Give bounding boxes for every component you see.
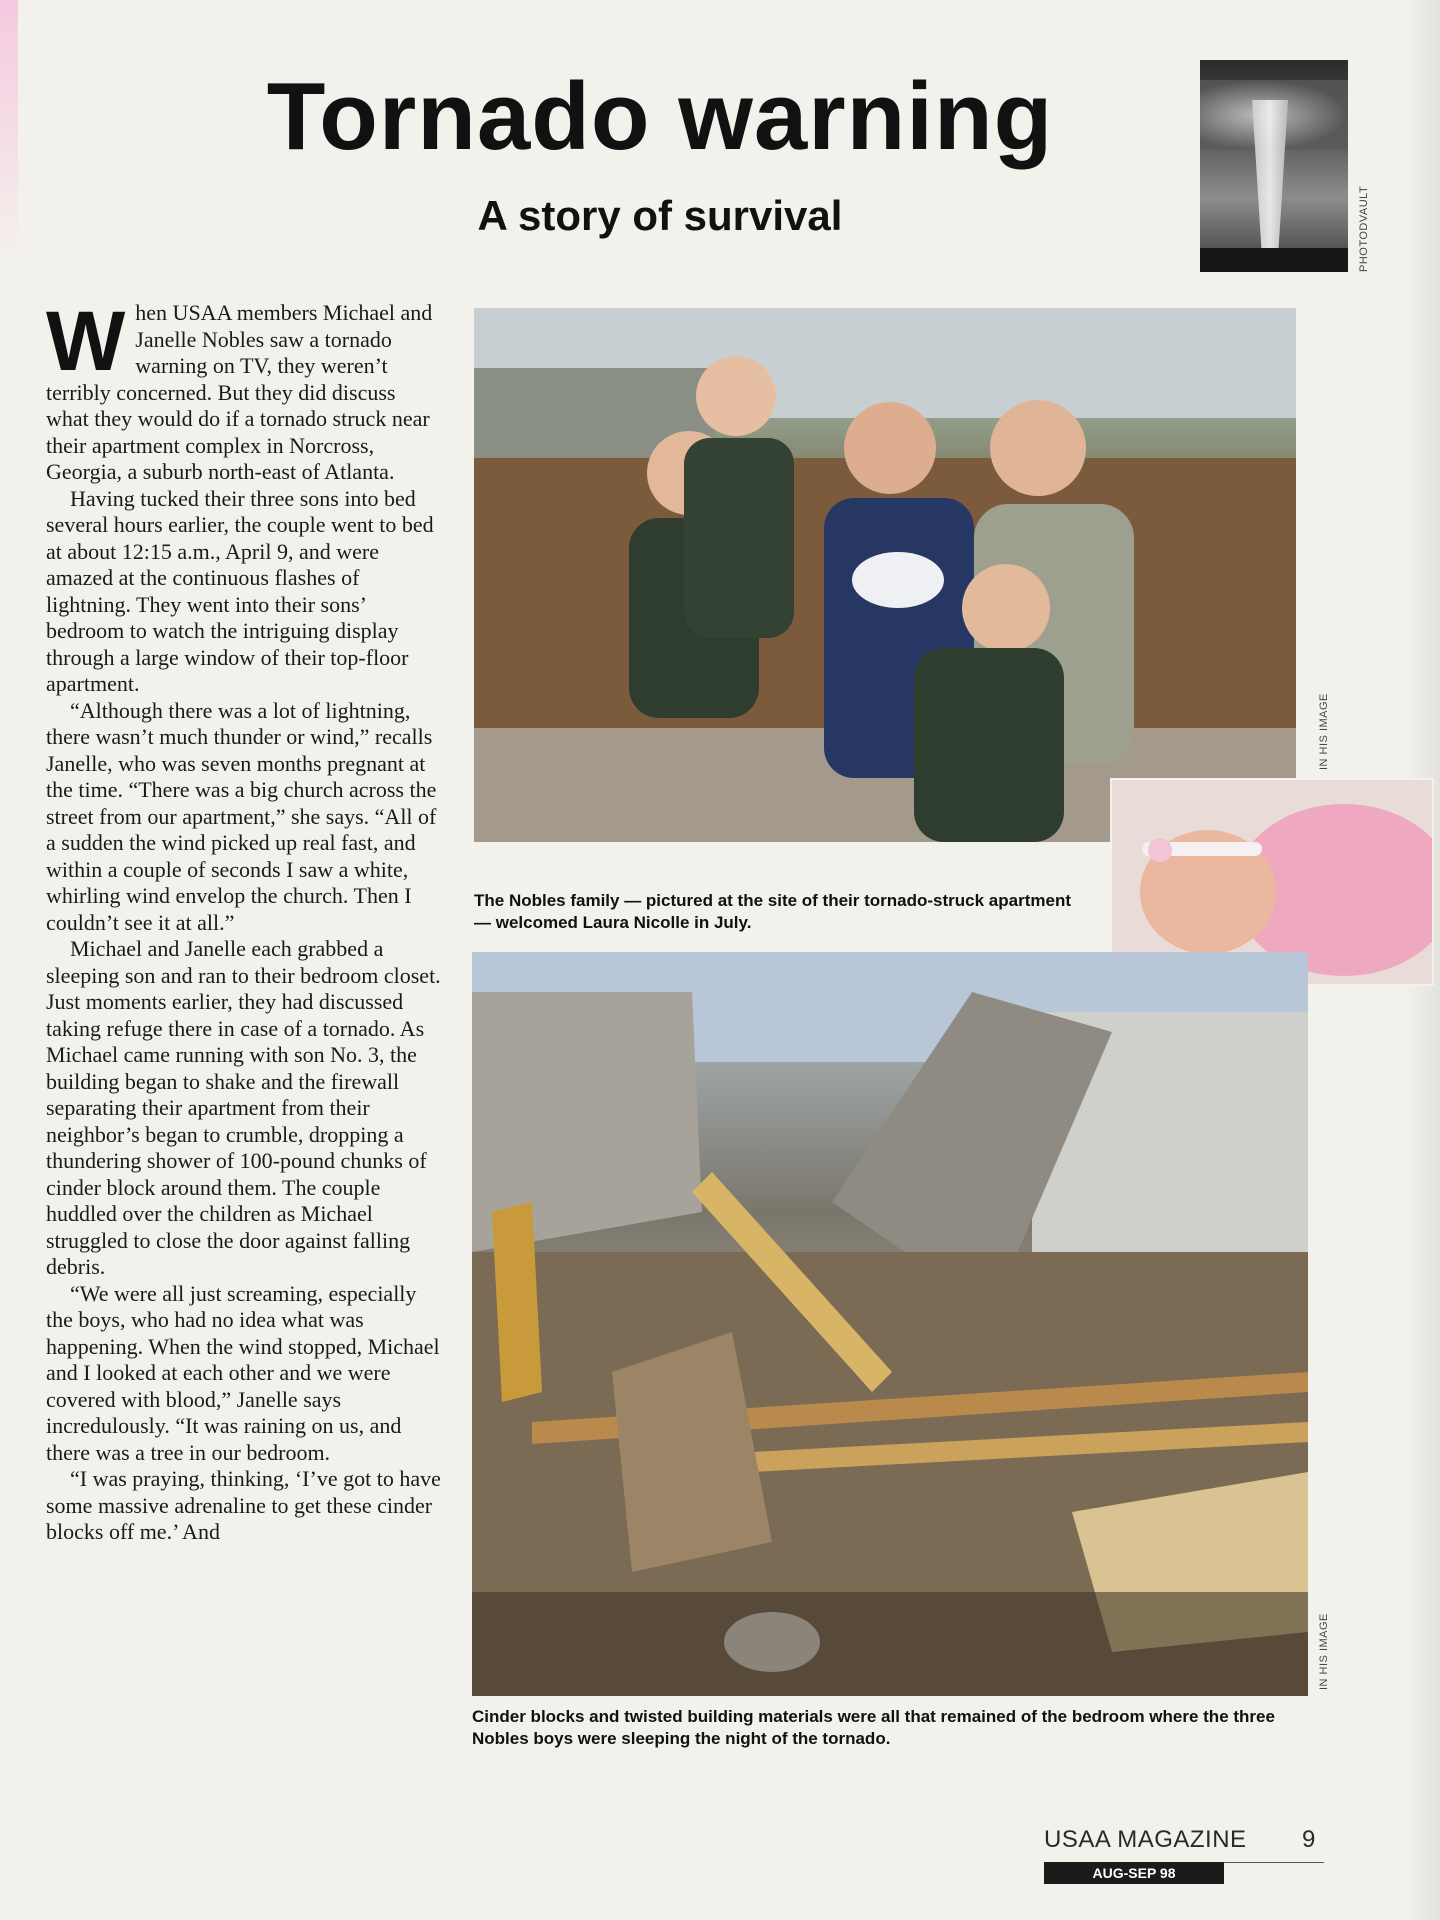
tornado-photo [1200, 60, 1348, 272]
article-paragraph-2: Having tucked their three sons into bed several hours earlier, the couple went to bed at about 12:15 a.m., April 9, and were amazed at the continuous flashes of lightning. They went into their sons’ bedroom to watch the intriguing display through a large window of their top-floor apartment. [46, 485, 434, 696]
article-paragraph-4: Michael and Janelle each grabbed a sleeping son and ran to their bedroom closet. Just moments earlier, they had discussed taking refuge there in case of a tornado. As Michael came running with son No. 3, the building began to shake and the firewall separating their apartment from their neighbor’s began to crumble, dropping a thundering shower of 100-pound chunks of cinder block around them. The couple huddled over the children as Michael struggled to close the door against falling debris. [46, 936, 441, 1279]
article-body [46, 294, 442, 1770]
family-photo-caption: The Nobles family — pictured at the site of their tornado-struck apartment — welcomed Laura Nicolle in July. [474, 891, 1071, 932]
drop-cap: W [46, 294, 126, 388]
article-paragraph-1: When USAA members Michael and Janelle Nobles saw a tornado warning on TV, they weren’t terribly concerned. But they did discuss what they would do if a tornado struck near their apartment complex in Norcross, Georgia, a suburb north-east of Atlanta. [46, 294, 433, 484]
family-photo-credit: IN HIS IMAGE [1318, 693, 1330, 770]
headline: Tornado warning [266, 63, 1054, 170]
article-paragraph-3: “Although there was a lot of lightning, there wasn’t much thunder or wind,” recalls Janelle, who was seven months pregnant at the time. “There was a big church across the street from our apartment,” she says. “All of a sudden the wind picked up real fast, and within a couple of seconds I saw a white, whirling wind envelop the church. Then I couldn’t see it at all.” [46, 697, 437, 935]
debris-photo [472, 952, 1308, 1696]
family-photo-illustration [474, 308, 1296, 842]
tornado-funnel [1252, 100, 1288, 270]
subhead: A story of survival [477, 192, 843, 239]
article-paragraph-5: “We were all just screaming, especially the boys, who had no idea what was happening. When the wind stopped, Michael and I looked at each other and we were covered with blood,” Janelle says incredulously. “It was raining on us, and there was a tree in our bedroom. [46, 1280, 440, 1465]
issue-date-badge: AUG-SEP 98 [1044, 1862, 1224, 1884]
ground-strip [1200, 248, 1348, 272]
tornado-photo-credit: PHOTODVAULT [1358, 185, 1370, 272]
debris-photo-credit: IN HIS IMAGE [1318, 1613, 1330, 1690]
family-photo [474, 308, 1296, 842]
debris-photo-illustration [472, 952, 1308, 1696]
magazine-name: USAA MAGAZINE [1044, 1826, 1247, 1853]
adjacent-page-edge [0, 0, 18, 260]
debris-photo-caption: Cinder blocks and twisted building materials were all that remained of the bedroom where the three Nobles boys were sleeping the night of the tornado. [472, 1707, 1275, 1748]
article-paragraph-6: “I was praying, thinking, ‘I’ve got to have some massive adrenaline to get these cinder blocks off me.’ And [46, 1466, 441, 1544]
page-number: 9 [1302, 1826, 1316, 1853]
